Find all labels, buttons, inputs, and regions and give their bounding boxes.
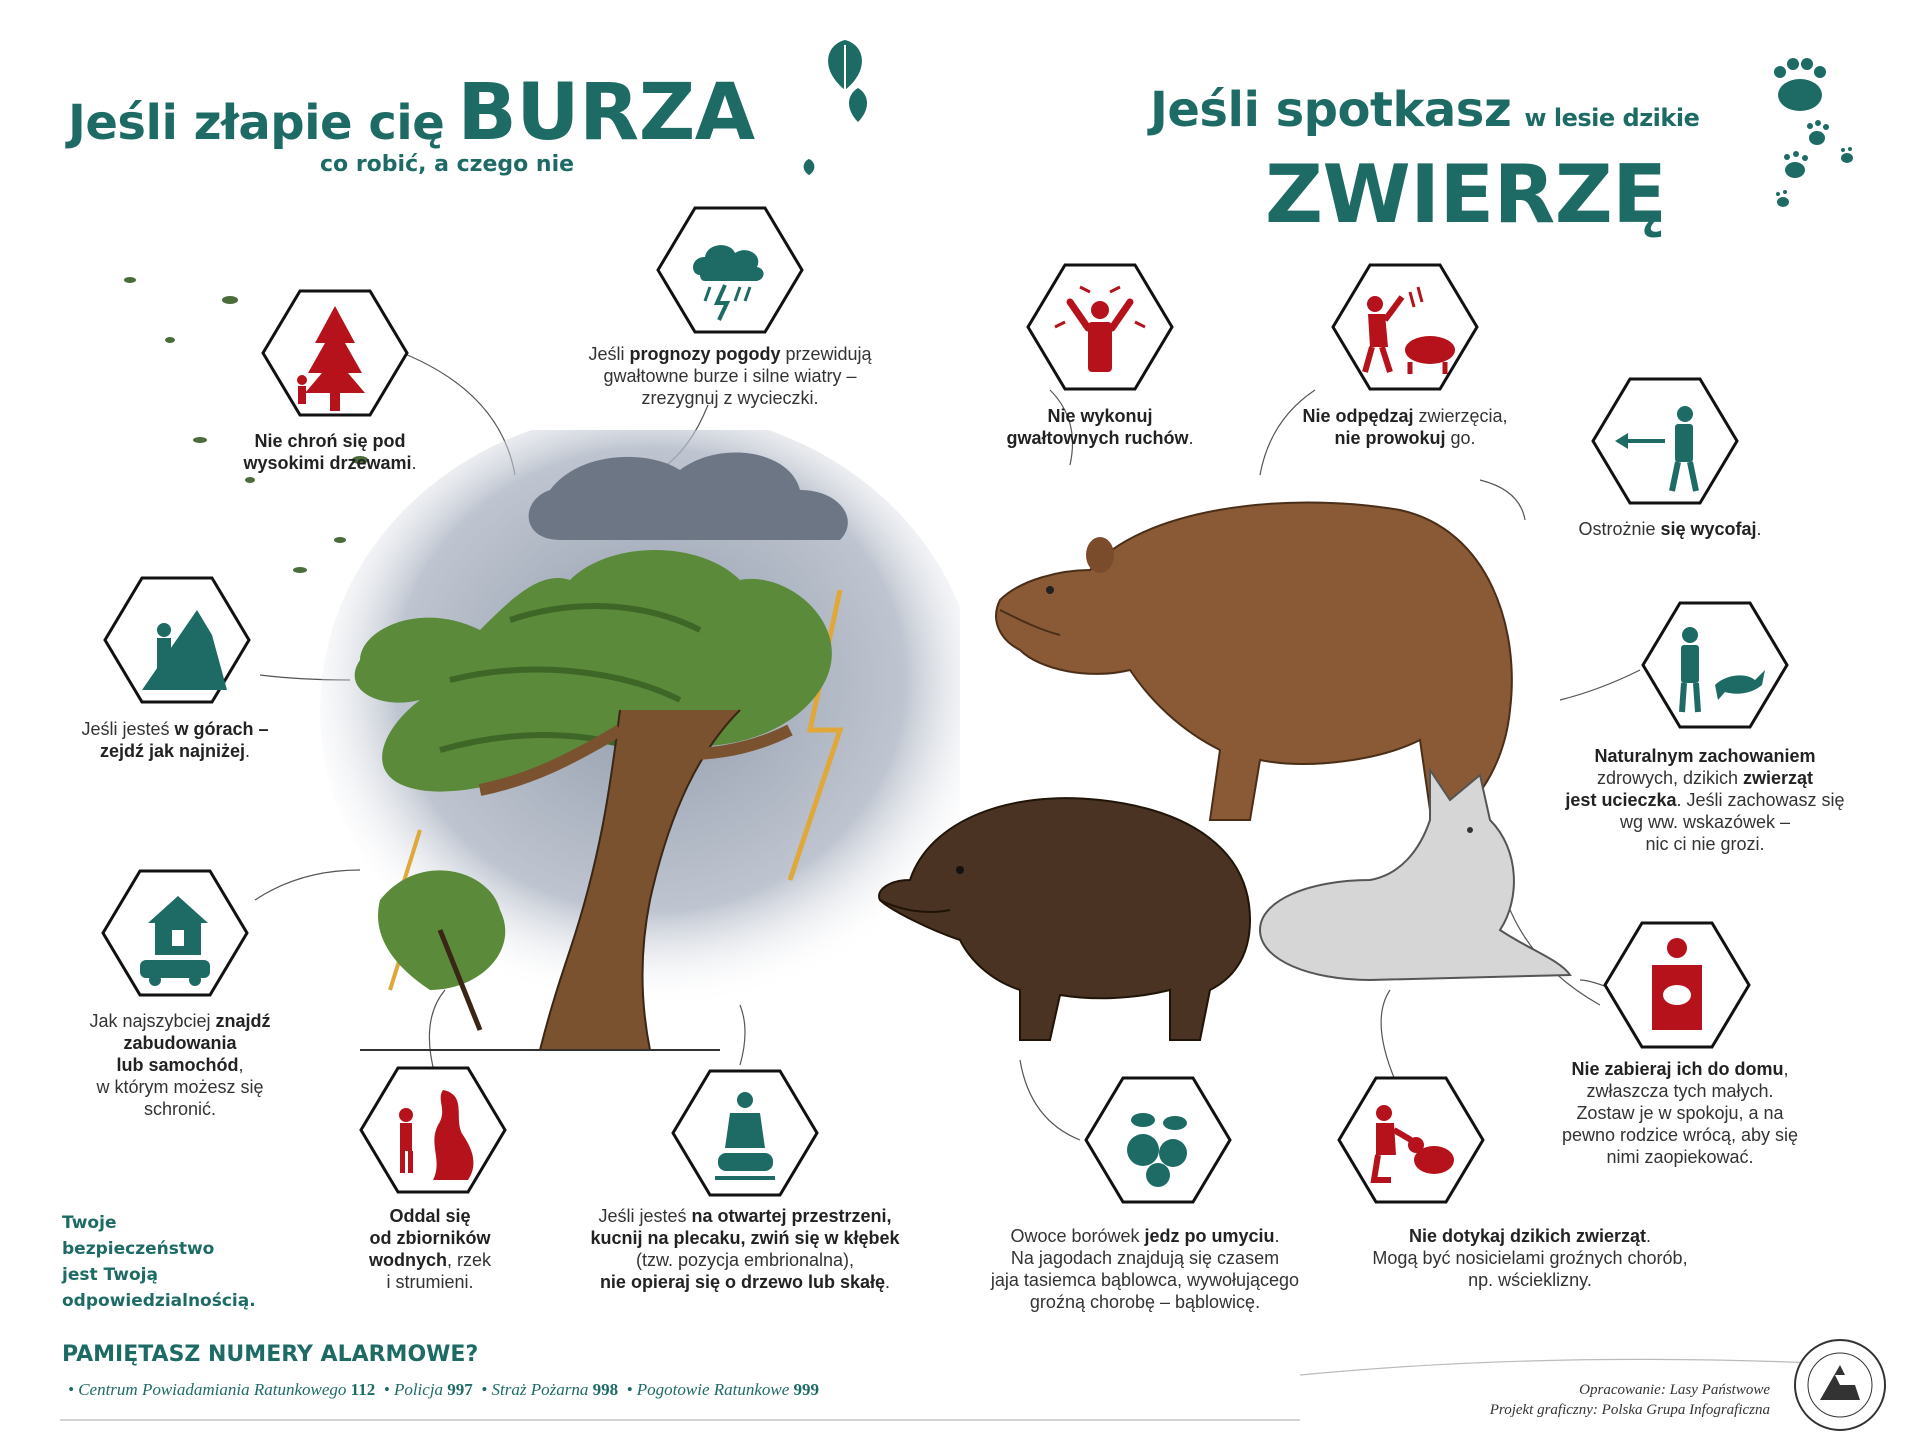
right-header-small: w lesie dzikie bbox=[1524, 104, 1700, 132]
boar-illustration bbox=[870, 760, 1270, 1050]
paw-prints-icon bbox=[1755, 40, 1875, 220]
safety-motto: Twoje bezpieczeństwo jest Twoją odpowiedzialnością. bbox=[62, 1213, 256, 1311]
tip-touch: Nie dotykaj dzikich zwierząt. Mogą być nosicielami groźnych chorób, np. wścieklizny. bbox=[1372, 1226, 1688, 1290]
right-header-prefix: Jeśli spotkasz bbox=[1150, 82, 1512, 138]
emergency-numbers-list: • Centrum Powiadamiania Ratunkowego 112 • Policja 997 • Straż Pożarna 998 • Pogotowie Ratunkowe 999 bbox=[68, 1380, 820, 1399]
emergency-numbers-title: PAMIĘTASZ NUMERY ALARMOWE? bbox=[62, 1342, 479, 1367]
crouch-on-backpack-icon bbox=[670, 1068, 820, 1198]
tree-icon bbox=[260, 288, 410, 418]
emergency-label: Policja bbox=[393, 1380, 444, 1399]
water-danger-icon bbox=[358, 1065, 508, 1195]
emergency-label: Straż Pożarna bbox=[491, 1380, 589, 1399]
tip-trees: Nie chroń się pod wysokimi drzewami. bbox=[243, 431, 417, 473]
left-header-big: BURZA bbox=[457, 68, 755, 158]
tip-natural: Naturalnym zachowaniem zdrowych, dzikich zwierząt jest ucieczka. Jeśli zachowasz się wg ww. wskazówek – nic ci nie grozi. bbox=[1565, 746, 1845, 854]
tip-movements: Nie wykonuj gwałtownych ruchów. bbox=[1006, 406, 1194, 448]
carry-cub-icon bbox=[1602, 920, 1752, 1050]
mountain-climber-icon bbox=[102, 575, 252, 705]
leaf-icon bbox=[843, 85, 873, 125]
emergency-label: Centrum Powiadamiania Ratunkowego bbox=[78, 1380, 347, 1399]
leaf-icon bbox=[800, 158, 818, 176]
tip-shelter: Jak najszybciej znajdź zabudowania lub samochód, w którym możesz się schronić. bbox=[89, 1011, 271, 1119]
emergency-number: 998 bbox=[592, 1380, 619, 1399]
house-car-icon bbox=[100, 868, 250, 998]
chase-boar-icon bbox=[1330, 262, 1480, 392]
left-header-prefix: Jeśli złapie cię bbox=[68, 95, 445, 151]
emergency-label: Pogotowie Ratunkowe bbox=[636, 1380, 790, 1399]
left-header-title bbox=[68, 68, 755, 158]
walk-away-icon bbox=[1590, 376, 1740, 506]
emergency-number: 999 bbox=[793, 1380, 820, 1399]
lasy-panstwowe-logo bbox=[1790, 1335, 1890, 1435]
blueberry-icon bbox=[1083, 1075, 1233, 1205]
storm-cloud-icon bbox=[655, 205, 805, 335]
tip-provoke: Nie odpędzaj zwierzęcia, nie prowokuj go. bbox=[1302, 406, 1508, 448]
tip-home: Nie zabieraj ich do domu, zwłaszcza tych małych. Zostaw je w spokoju, a na pewno rodzice wrócą, aby się nimi zaopiekować. bbox=[1561, 1059, 1799, 1167]
touch-cub-icon bbox=[1336, 1075, 1486, 1205]
tip-water: Oddal się od zbiorników wodnych, rzek i strumieni. bbox=[368, 1206, 492, 1292]
fox-flee-icon bbox=[1640, 600, 1790, 730]
credits: Opracowanie: Lasy Państwowe Projekt graficzny: Polska Grupa Infograficzna bbox=[1489, 1382, 1770, 1418]
tip-berries: Owoce borówek jedz po umyciu. Na jagodach znajdują się czasem jaja tasiemca bąblowca, wywołującego groźną chorobę – bąblowicę. bbox=[990, 1226, 1300, 1312]
emergency-number: 112 bbox=[350, 1380, 376, 1399]
left-header-subtitle: co robić, a czego nie bbox=[320, 152, 575, 177]
wolf-illustration bbox=[1250, 760, 1580, 1000]
tip-mountains: Jeśli jesteś w górach – zejdź jak najniżej. bbox=[81, 719, 269, 761]
emergency-number: 997 bbox=[447, 1380, 473, 1399]
tip-retreat: Ostrożnie się wycofaj. bbox=[1578, 519, 1762, 539]
raised-arms-icon bbox=[1025, 262, 1175, 392]
storm-tree-illustration bbox=[320, 430, 960, 1070]
right-header-big: ZWIERZĘ bbox=[1265, 148, 1667, 241]
tip-open-space: Jeśli jesteś na otwartej przestrzeni, kucnij na plecaku, zwiń się w kłębek (tzw. pozycja embrionalna), nie opieraj się o drzewo lub skałę. bbox=[590, 1206, 900, 1292]
right-header-title bbox=[1150, 82, 1699, 138]
tip-forecast: Jeśli prognozy pogody przewidują gwałtowne burze i silne wiatry – zrezygnuj z wycieczki. bbox=[588, 344, 872, 408]
